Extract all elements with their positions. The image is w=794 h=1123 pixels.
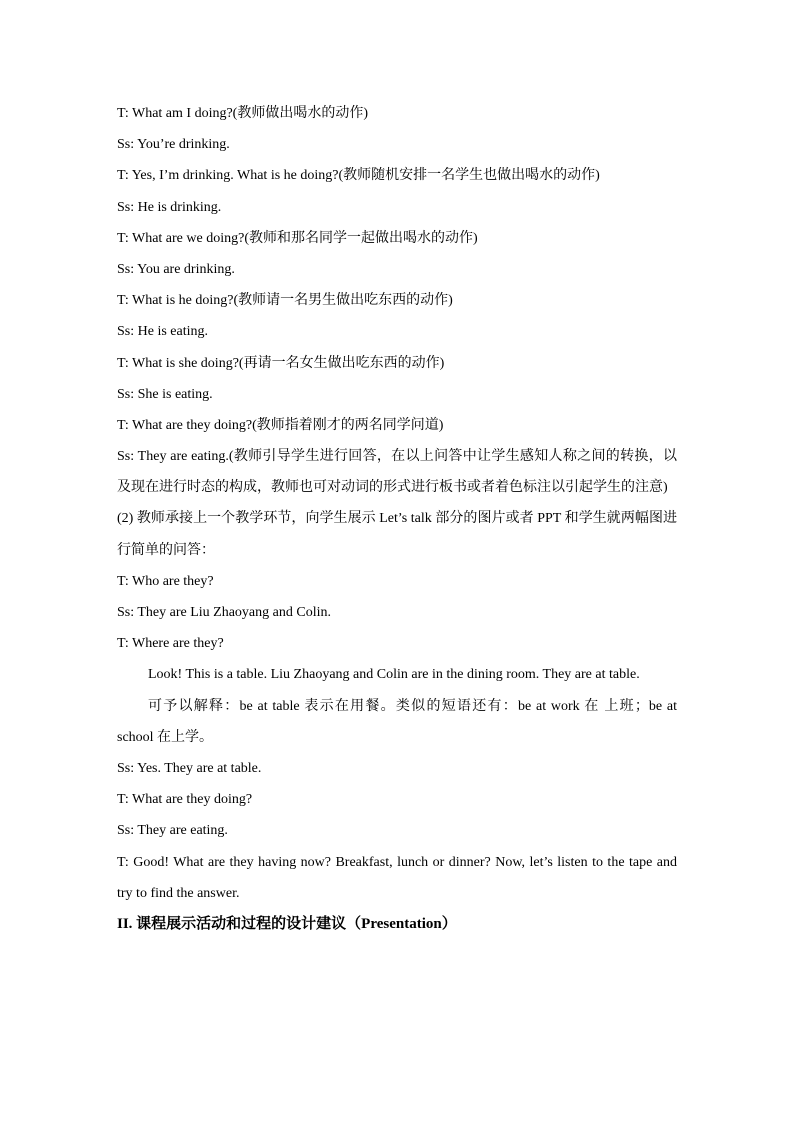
dialogue-line: Ss: You’re drinking. <box>117 137 230 153</box>
closing-paragraph: T: Good! What are they having now? Breakfast, lunch or dinner? Now, let’s listen to the tape and try to find the answer. <box>117 854 677 901</box>
dialogue-line: T: Yes, I’m drinking. What is he doing?(教师随机安排一名学生也做出喝水的动作) <box>117 168 600 184</box>
dialogue-line: Ss: He is eating. <box>117 324 208 340</box>
dialogue-line: T: What are we doing?(教师和那名同学一起做出喝水的动作) <box>117 230 478 246</box>
look-paragraph: Look! This is a table. Liu Zhaoyang and Colin are in the dining room. They are at table. <box>148 667 640 683</box>
dialogue-line: Ss: He is drinking. <box>117 199 222 215</box>
document-body <box>117 98 677 940</box>
dialogue-line: Ss: They are Liu Zhaoyang and Colin. <box>117 605 331 621</box>
dialogue-line: Ss: You are drinking. <box>117 261 235 277</box>
step-two-paragraph: (2) 教师承接上一个教学环节，向学生展示 Let’s talk 部分的图片或者 PPT 和学生就两幅图进行简单的问答： <box>117 511 677 558</box>
dialogue-line: T: What am I doing?(教师做出喝水的动作) <box>117 106 369 121</box>
explanation-paragraph: 可予以解释：be at table 表示在用餐。类似的短语还有：be at work 在 上班；be at school 在上学。 <box>117 698 677 745</box>
dialogue-line: Ss: They are eating. <box>117 823 228 839</box>
section-heading: II. 课程展示活动和过程的设计建议（Presentation） <box>117 916 457 933</box>
dialogue-line: T: What are they doing?(教师指着刚才的两名同学问道) <box>117 417 444 433</box>
dialogue-line: Ss: Yes. They are at table. <box>117 761 262 777</box>
dialogue-line: T: Where are they? <box>117 636 224 652</box>
dialogue-line: T: Who are they? <box>117 573 214 589</box>
dialogue-line: T: What is she doing?(再请一名女生做出吃东西的动作) <box>117 355 445 371</box>
dialogue-line: T: What are they doing? <box>117 792 253 808</box>
dialogue-line: T: What is he doing?(教师请一名男生做出吃东西的动作) <box>117 293 453 309</box>
dialogue-line: Ss: She is eating. <box>117 386 213 402</box>
answer-paragraph: Ss: They are eating.(教师引导学生进行回答，在以上问答中让学生感知人称之间的转换，以及现在进行时态的构成，教师也可对动词的形式进行板书或者着色标注以引起学生的注意) <box>117 449 677 496</box>
